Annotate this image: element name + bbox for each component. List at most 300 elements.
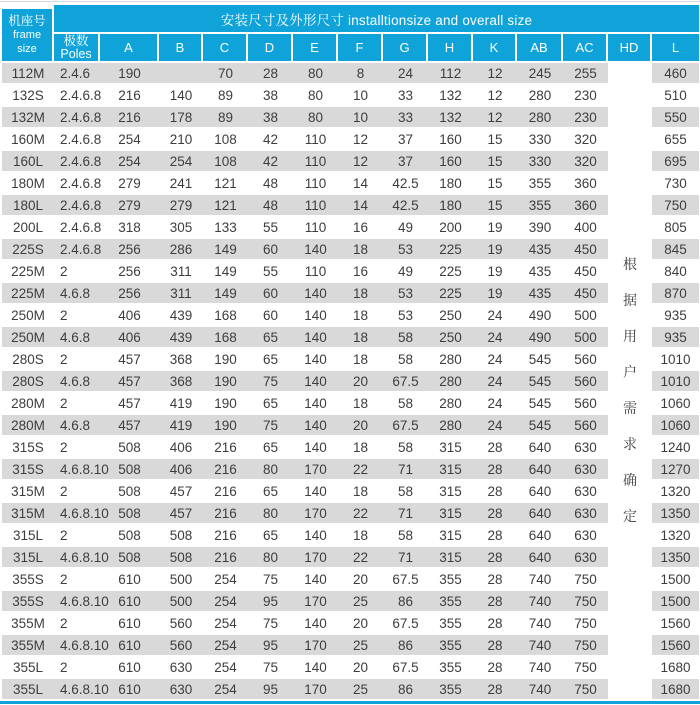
- cell-poles: 4.6.8: [54, 415, 100, 437]
- cell-dim-ab: 640: [517, 481, 563, 503]
- col-header-a: A: [100, 34, 159, 63]
- cell-dim-g: 86: [383, 679, 428, 701]
- cell-dim-d: 95: [248, 591, 293, 613]
- cell-dim-h: 355: [428, 613, 473, 635]
- top-divider: [0, 1, 700, 2]
- cell-dim-d: 75: [248, 657, 293, 679]
- cell-dim-h: 355: [428, 569, 473, 591]
- cell-dim-h: 315: [428, 503, 473, 525]
- poles-header: [54, 34, 100, 63]
- cell-poles: 2: [54, 569, 100, 591]
- cell-dim-f: 20: [338, 415, 383, 437]
- cell-dim-a: 256: [100, 283, 159, 305]
- cell-dim-b: 508: [159, 525, 203, 547]
- table-row: [2, 349, 699, 371]
- cell-dim-g: 67.5: [383, 371, 428, 393]
- cell-dim-d: 38: [248, 107, 293, 129]
- cell-dim-ac: 750: [563, 613, 608, 635]
- cell-dim-l: 845: [652, 239, 699, 261]
- cell-dim-ab: 435: [517, 283, 563, 305]
- cell-dim-e: 140: [293, 613, 338, 635]
- cell-poles: 2: [54, 393, 100, 415]
- cell-dim-l: 1320: [652, 481, 699, 503]
- cell-dim-l: 1060: [652, 393, 699, 415]
- cell-dim-k: 28: [473, 635, 517, 657]
- cell-dim-b: 630: [159, 679, 203, 701]
- cell-poles: 4.6.8.10: [54, 547, 100, 569]
- cell-dim-a: 610: [100, 569, 159, 591]
- cell-dim-d: 65: [248, 349, 293, 371]
- cell-dim-k: 24: [473, 327, 517, 349]
- cell-dim-ab: 640: [517, 437, 563, 459]
- cell-dim-g: 42.5: [383, 195, 428, 217]
- cell-frame-size: 250M: [2, 305, 54, 327]
- cell-dim-c: 70: [203, 63, 248, 85]
- table-row: [2, 173, 699, 195]
- cell-dim-l: 1270: [652, 459, 699, 481]
- cell-dim-ac: 360: [563, 173, 608, 195]
- cell-dim-g: 71: [383, 547, 428, 569]
- cell-dim-a: 216: [100, 85, 159, 107]
- cell-dim-c: 254: [203, 657, 248, 679]
- cell-dim-d: 28: [248, 63, 293, 85]
- cell-dim-d: 65: [248, 393, 293, 415]
- col-header-k: K: [473, 34, 517, 63]
- cell-dim-c: 121: [203, 173, 248, 195]
- cell-dim-e: 110: [293, 151, 338, 173]
- cell-dim-f: 22: [338, 503, 383, 525]
- table-row: [2, 283, 699, 305]
- cell-dim-ac: 750: [563, 679, 608, 701]
- cell-dim-g: 42.5: [383, 173, 428, 195]
- table-row: [2, 657, 699, 679]
- cell-dim-d: 48: [248, 195, 293, 217]
- cell-dim-e: 80: [293, 63, 338, 85]
- cell-poles: 2.4.6.8: [54, 107, 100, 129]
- col-header-ac: AC: [563, 34, 608, 63]
- table-row: [2, 415, 699, 437]
- cell-dim-g: 71: [383, 459, 428, 481]
- cell-dim-d: 60: [248, 283, 293, 305]
- cell-dim-f: 25: [338, 679, 383, 701]
- cell-frame-size: 132M: [2, 107, 54, 129]
- cell-poles: 2: [54, 305, 100, 327]
- cell-dim-g: 24: [383, 63, 428, 85]
- cell-dim-a: 457: [100, 371, 159, 393]
- cell-poles: 4.6.8: [54, 371, 100, 393]
- hd-note-char: 定: [623, 508, 637, 524]
- table-row: [2, 151, 699, 173]
- table-row: [2, 327, 699, 349]
- cell-dim-ac: 360: [563, 195, 608, 217]
- cell-frame-size: 160M: [2, 129, 54, 151]
- cell-dim-b: 241: [159, 173, 203, 195]
- cell-dim-l: 1500: [652, 591, 699, 613]
- cell-dim-e: 110: [293, 217, 338, 239]
- cell-dim-ab: 490: [517, 305, 563, 327]
- cell-dim-h: 355: [428, 591, 473, 613]
- cell-frame-size: 132S: [2, 85, 54, 107]
- cell-poles: 2: [54, 613, 100, 635]
- cell-dim-l: 655: [652, 129, 699, 151]
- cell-dim-ab: 390: [517, 217, 563, 239]
- cell-dim-g: 58: [383, 327, 428, 349]
- cell-dim-f: 22: [338, 459, 383, 481]
- cell-dim-e: 110: [293, 195, 338, 217]
- cell-dim-b: 419: [159, 393, 203, 415]
- cell-dim-h: 315: [428, 481, 473, 503]
- cell-dim-f: 14: [338, 195, 383, 217]
- cell-dim-h: 280: [428, 415, 473, 437]
- cell-dim-f: 16: [338, 217, 383, 239]
- cell-dim-d: 65: [248, 481, 293, 503]
- cell-dim-ac: 630: [563, 503, 608, 525]
- cell-dim-a: 216: [100, 107, 159, 129]
- table-body: [2, 63, 699, 701]
- cell-dim-k: 28: [473, 503, 517, 525]
- cell-dim-e: 140: [293, 349, 338, 371]
- cell-dim-h: 315: [428, 525, 473, 547]
- cell-dim-g: 86: [383, 635, 428, 657]
- cell-frame-size: 225M: [2, 283, 54, 305]
- cell-dim-ac: 500: [563, 305, 608, 327]
- cell-dim-g: 58: [383, 349, 428, 371]
- col-header-b: B: [159, 34, 203, 63]
- cell-frame-size: 315L: [2, 525, 54, 547]
- cell-dim-h: 355: [428, 657, 473, 679]
- cell-dim-h: 225: [428, 239, 473, 261]
- col-header-g: G: [383, 34, 428, 63]
- cell-dim-g: 49: [383, 217, 428, 239]
- frame-size-header: [2, 5, 54, 63]
- hd-note-char: 需: [623, 400, 637, 416]
- cell-dim-l: 1060: [652, 415, 699, 437]
- table-row: [2, 459, 699, 481]
- cell-dim-e: 170: [293, 503, 338, 525]
- cell-dim-k: 15: [473, 173, 517, 195]
- cell-dim-e: 170: [293, 547, 338, 569]
- cell-dim-ab: 740: [517, 679, 563, 701]
- cell-dim-k: 28: [473, 481, 517, 503]
- cell-dim-e: 170: [293, 635, 338, 657]
- cell-dim-f: 18: [338, 305, 383, 327]
- cell-dim-d: 75: [248, 613, 293, 635]
- cell-dim-a: 610: [100, 591, 159, 613]
- cell-dim-f: 25: [338, 635, 383, 657]
- cell-dim-ac: 750: [563, 635, 608, 657]
- cell-dim-b: 254: [159, 151, 203, 173]
- table-row: [2, 195, 699, 217]
- cell-dim-k: 19: [473, 217, 517, 239]
- col-header-h: H: [428, 34, 473, 63]
- cell-dim-ab: 330: [517, 129, 563, 151]
- poles-header-cn: 极数: [63, 33, 89, 48]
- cell-poles: 2: [54, 525, 100, 547]
- cell-dim-k: 28: [473, 459, 517, 481]
- col-header-ab: AB: [517, 34, 563, 63]
- cell-dim-k: 28: [473, 437, 517, 459]
- cell-dim-a: 256: [100, 239, 159, 261]
- cell-dim-e: 170: [293, 591, 338, 613]
- cell-dim-c: 254: [203, 679, 248, 701]
- cell-dim-f: 20: [338, 657, 383, 679]
- cell-dim-d: 75: [248, 371, 293, 393]
- cell-poles: 2.4.6.8: [54, 129, 100, 151]
- cell-dim-ac: 630: [563, 525, 608, 547]
- cell-dim-ac: 400: [563, 217, 608, 239]
- cell-dim-g: 33: [383, 85, 428, 107]
- cell-dim-g: 53: [383, 239, 428, 261]
- cell-dim-ab: 640: [517, 547, 563, 569]
- cell-dim-d: 55: [248, 217, 293, 239]
- cell-poles: 2.4.6.8: [54, 85, 100, 107]
- cell-dim-a: 508: [100, 481, 159, 503]
- col-header-f: F: [338, 34, 383, 63]
- cell-dim-e: 140: [293, 239, 338, 261]
- cell-dim-g: 58: [383, 437, 428, 459]
- cell-dim-e: 140: [293, 371, 338, 393]
- cell-dim-c: 108: [203, 129, 248, 151]
- cell-dim-c: 216: [203, 459, 248, 481]
- cell-dim-b: 439: [159, 327, 203, 349]
- table-row: [2, 613, 699, 635]
- cell-dim-a: 508: [100, 525, 159, 547]
- cell-dim-c: 254: [203, 569, 248, 591]
- cell-poles: 2.4.6.8: [54, 173, 100, 195]
- cell-dim-k: 15: [473, 129, 517, 151]
- cell-dim-ac: 750: [563, 569, 608, 591]
- cell-dim-a: 406: [100, 327, 159, 349]
- cell-dim-d: 95: [248, 679, 293, 701]
- cell-dim-ac: 450: [563, 261, 608, 283]
- cell-dim-l: 1320: [652, 525, 699, 547]
- cell-dim-b: 508: [159, 547, 203, 569]
- hd-note-char: 据: [623, 292, 637, 308]
- cell-dim-l: 935: [652, 327, 699, 349]
- cell-poles: 2: [54, 657, 100, 679]
- cell-poles: 2: [54, 349, 100, 371]
- cell-poles: 4.6.8.10: [54, 459, 100, 481]
- cell-dim-b: 279: [159, 195, 203, 217]
- cell-frame-size: 280M: [2, 415, 54, 437]
- cell-dim-k: 19: [473, 261, 517, 283]
- cell-dim-ac: 450: [563, 239, 608, 261]
- cell-dim-l: 750: [652, 195, 699, 217]
- cell-poles: 2: [54, 481, 100, 503]
- cell-dim-c: 216: [203, 503, 248, 525]
- cell-dim-f: 22: [338, 547, 383, 569]
- cell-dim-a: 279: [100, 195, 159, 217]
- cell-dim-h: 160: [428, 129, 473, 151]
- cell-dim-ac: 750: [563, 657, 608, 679]
- cell-poles: 4.6.8.10: [54, 635, 100, 657]
- cell-dim-f: 25: [338, 591, 383, 613]
- cell-frame-size: 112M: [2, 63, 54, 85]
- cell-dim-ab: 545: [517, 415, 563, 437]
- cell-dim-g: 33: [383, 107, 428, 129]
- cell-dim-e: 140: [293, 525, 338, 547]
- table-row: [2, 371, 699, 393]
- cell-poles: 4.6.8: [54, 327, 100, 349]
- cell-dim-g: 67.5: [383, 415, 428, 437]
- cell-dim-d: 38: [248, 85, 293, 107]
- table-row: [2, 85, 699, 107]
- cell-dim-e: 110: [293, 261, 338, 283]
- cell-dim-ab: 640: [517, 525, 563, 547]
- cell-dim-d: 65: [248, 525, 293, 547]
- cell-dim-ac: 750: [563, 591, 608, 613]
- cell-dim-d: 95: [248, 635, 293, 657]
- cell-dim-d: 80: [248, 459, 293, 481]
- cell-dim-f: 18: [338, 393, 383, 415]
- cell-dim-l: 1010: [652, 371, 699, 393]
- cell-dim-ac: 630: [563, 547, 608, 569]
- cell-dim-h: 180: [428, 195, 473, 217]
- cell-frame-size: 315S: [2, 437, 54, 459]
- cell-dim-h: 132: [428, 107, 473, 129]
- cell-dim-k: 28: [473, 525, 517, 547]
- cell-dim-a: 508: [100, 547, 159, 569]
- table-header: [2, 5, 699, 63]
- cell-dim-b: 368: [159, 371, 203, 393]
- table-row: [2, 305, 699, 327]
- cell-dim-l: 805: [652, 217, 699, 239]
- frame-size-header-en: frame size: [12, 29, 42, 55]
- cell-dim-e: 140: [293, 283, 338, 305]
- cell-dim-g: 37: [383, 129, 428, 151]
- cell-poles: 4.6.8: [54, 283, 100, 305]
- cell-dim-g: 37: [383, 151, 428, 173]
- cell-dim-a: 610: [100, 613, 159, 635]
- cell-dim-ab: 545: [517, 349, 563, 371]
- cell-dim-ac: 630: [563, 481, 608, 503]
- cell-dim-b: 500: [159, 569, 203, 591]
- cell-dim-ac: 450: [563, 283, 608, 305]
- cell-dim-ac: 255: [563, 63, 608, 85]
- cell-dim-c: 190: [203, 349, 248, 371]
- cell-dim-h: 225: [428, 261, 473, 283]
- cell-dim-b: 439: [159, 305, 203, 327]
- cell-dim-b: 140: [159, 85, 203, 107]
- cell-dim-e: 170: [293, 459, 338, 481]
- cell-dim-c: 216: [203, 547, 248, 569]
- cell-dim-ac: 560: [563, 371, 608, 393]
- table-row: [2, 437, 699, 459]
- cell-dim-c: 149: [203, 283, 248, 305]
- cell-dim-k: 24: [473, 349, 517, 371]
- cell-dim-l: 1350: [652, 503, 699, 525]
- cell-dim-e: 140: [293, 569, 338, 591]
- cell-dim-h: 280: [428, 393, 473, 415]
- cell-dim-d: 42: [248, 129, 293, 151]
- cell-dim-g: 67.5: [383, 657, 428, 679]
- cell-dim-a: 508: [100, 459, 159, 481]
- cell-dim-e: 140: [293, 415, 338, 437]
- cell-dim-b: 630: [159, 657, 203, 679]
- cell-frame-size: 250M: [2, 327, 54, 349]
- cell-dim-b: 305: [159, 217, 203, 239]
- cell-dim-f: 10: [338, 85, 383, 107]
- cell-dim-l: 1560: [652, 613, 699, 635]
- table-row: [2, 679, 699, 701]
- cell-dim-l: 695: [652, 151, 699, 173]
- cell-dim-k: 15: [473, 195, 517, 217]
- cell-dim-ab: 640: [517, 503, 563, 525]
- table-row: [2, 635, 699, 657]
- cell-dim-ac: 560: [563, 393, 608, 415]
- cell-dim-h: 280: [428, 371, 473, 393]
- cell-dim-ac: 500: [563, 327, 608, 349]
- cell-dim-c: 108: [203, 151, 248, 173]
- cell-dim-g: 53: [383, 283, 428, 305]
- cell-dim-f: 18: [338, 349, 383, 371]
- cell-dim-c: 121: [203, 195, 248, 217]
- cell-dim-a: 610: [100, 635, 159, 657]
- cell-dim-h: 315: [428, 459, 473, 481]
- table-row: [2, 481, 699, 503]
- cell-dim-a: 610: [100, 657, 159, 679]
- cell-frame-size: 315L: [2, 547, 54, 569]
- cell-dim-ab: 435: [517, 239, 563, 261]
- hd-note-char: 求: [623, 436, 637, 452]
- cell-poles: 2: [54, 437, 100, 459]
- cell-dim-e: 140: [293, 393, 338, 415]
- cell-dim-a: 190: [100, 63, 159, 85]
- cell-dim-l: 1500: [652, 569, 699, 591]
- cell-dim-e: 140: [293, 437, 338, 459]
- cell-dim-h: 132: [428, 85, 473, 107]
- cell-dim-c: 168: [203, 327, 248, 349]
- hd-note-char: 确: [623, 472, 637, 488]
- cell-poles: 2.4.6.8: [54, 239, 100, 261]
- cell-dim-k: 19: [473, 239, 517, 261]
- cell-poles: 2.4.6.8: [54, 195, 100, 217]
- cell-dim-d: 60: [248, 305, 293, 327]
- cell-frame-size: 315M: [2, 503, 54, 525]
- table-row: [2, 569, 699, 591]
- cell-poles: 2.4.6.8: [54, 151, 100, 173]
- cell-dim-g: 58: [383, 393, 428, 415]
- cell-dim-f: 8: [338, 63, 383, 85]
- cell-poles: 2: [54, 261, 100, 283]
- table-row: [2, 525, 699, 547]
- cell-dim-k: 12: [473, 85, 517, 107]
- cell-dim-a: 279: [100, 173, 159, 195]
- cell-dim-ac: 230: [563, 85, 608, 107]
- cell-dim-b: 286: [159, 239, 203, 261]
- cell-dim-b: 500: [159, 591, 203, 613]
- cell-dim-ab: 740: [517, 613, 563, 635]
- cell-poles: 4.6.8.10: [54, 503, 100, 525]
- cell-dim-h: 160: [428, 151, 473, 173]
- cell-dim-a: 508: [100, 437, 159, 459]
- cell-dim-c: 190: [203, 415, 248, 437]
- cell-dim-f: 20: [338, 569, 383, 591]
- cell-dim-ab: 740: [517, 591, 563, 613]
- cell-frame-size: 355S: [2, 591, 54, 613]
- hd-note-char: 根: [623, 256, 637, 272]
- cell-dim-l: 935: [652, 305, 699, 327]
- frame-size-header-cn: 机座号: [8, 14, 46, 28]
- cell-dim-l: 1680: [652, 679, 699, 701]
- cell-dim-d: 80: [248, 547, 293, 569]
- cell-dim-f: 14: [338, 173, 383, 195]
- cell-frame-size: 200L: [2, 217, 54, 239]
- cell-dim-c: 190: [203, 371, 248, 393]
- cell-dim-l: 460: [652, 63, 699, 85]
- cell-dim-k: 12: [473, 107, 517, 129]
- cell-dim-a: 318: [100, 217, 159, 239]
